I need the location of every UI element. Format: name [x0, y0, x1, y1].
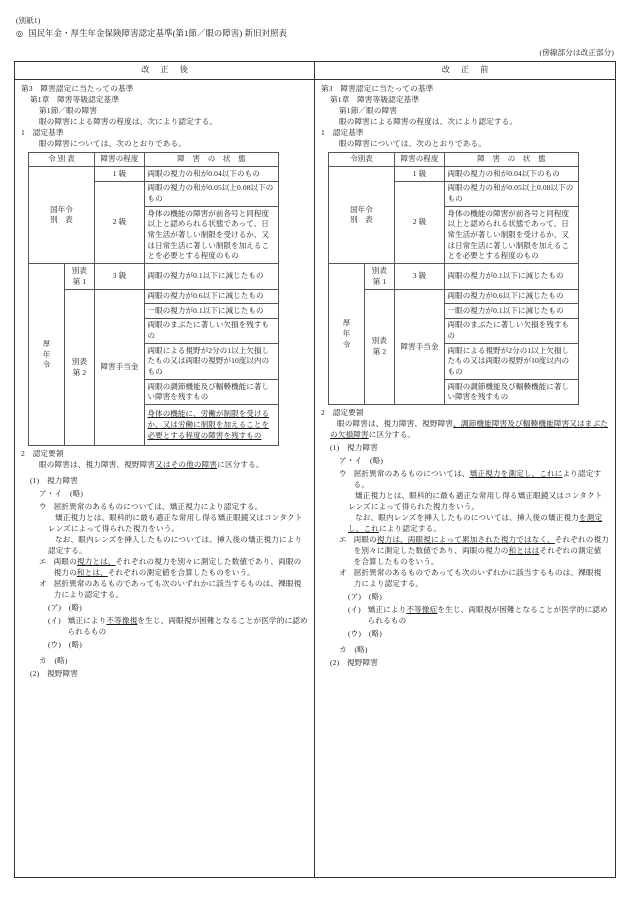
grade-row	[329, 289, 579, 304]
heading-2-shiya-after: (2) 視野障害	[30, 669, 79, 679]
grade-col-header-degree: 障害の程度	[95, 152, 145, 167]
grade-cell-degree: 障害手当金	[95, 289, 145, 446]
column-body-after	[15, 80, 314, 877]
heading-1-shiryoku-after: (1) 視力障害	[30, 476, 79, 486]
grade-cell-state: 両眼の視力が0.6以下に減じたもの	[445, 289, 579, 304]
grade-cell-degree: 障害手当金	[395, 289, 445, 405]
item-a-ryaku-before: (ア) (略)	[348, 592, 382, 602]
grading-table-before	[328, 152, 579, 406]
heading-2-after: 2 認定要領	[21, 449, 64, 459]
item-e-marker-before: エ	[339, 535, 347, 545]
item-u-para2-before: 矯正視力とは、眼科的に最も適正な常用し得る矯正眼鏡又はコンタクトレンズによって得られた視力をいう。	[348, 491, 603, 512]
grade-cell-degree: 2 級	[395, 181, 445, 263]
item-o-text-before: 屈折異常のあるものであっても次のいずれかに該当するものは、裸眼視力により認定する。	[353, 568, 602, 589]
grade-cell-degree: 1 級	[395, 167, 445, 182]
grade-cell-state: 両眼の視力が0.1以下に減じたもの	[145, 264, 279, 289]
grade-cell-state: 身体の機能の障害が前各号と同程度以上と認められる状態であって、日常生活が著しい制限を受けるか、又は日常生活に著しい制限を加えることを必要とする程度のもの	[145, 207, 279, 264]
item-ka-ryaku-after: カ (略)	[39, 656, 68, 666]
item-i-marker-before: (イ)	[348, 605, 361, 615]
amendment-note: (傍線部分は改正部分)	[539, 47, 614, 57]
grade-cell-state: 両眼の調節機能及び輻輳機能に著しい障害を残すもの	[445, 380, 579, 405]
grade-cell-state: 両眼による視野が2分の1以上欠損したもの又は両眼の視野が10度以内のもの	[145, 344, 279, 380]
grade-cell-state: 両眼の視力の和が0.04以下のもの	[145, 167, 279, 182]
grade-header-row	[329, 152, 579, 167]
grade-cell-bessho: 別表 第 1	[65, 264, 95, 289]
item-o-marker-before: オ	[339, 568, 347, 578]
grade-row	[29, 289, 279, 304]
item-i-before: (イ) 矯正により不等像症を生じ、両眼視が困難となることが医学的に認められるもの	[348, 605, 608, 626]
grade-cell-state: 身体の機能の障害が前各号と同程度以上と認められる状態であって、日常生活が著しい制限を受けるか、又は日常生活に著しい制限を加えることを必要とする程度のもの	[445, 207, 579, 264]
item-ai-before: ア・イ (略)	[339, 456, 384, 466]
column-header-after: 改正後	[15, 62, 314, 80]
item-o-marker-after: オ	[39, 579, 47, 589]
grade-cell-state: 両眼の視力が0.1以下に減じたもの	[445, 264, 579, 289]
heading-1-lead-before: 眼の障害については、次のとおりである。	[339, 138, 486, 148]
heading-chapter1-after: 第1章 障害等級認定基準	[30, 94, 120, 104]
grade-cell-bessho: 別表 第 2	[65, 289, 95, 446]
heading-section1-after: 第1節／眼の障害	[39, 105, 98, 115]
grade-cell-state: 一眼の視力が0.1以下に減じたもの	[445, 304, 579, 319]
heading-1-after: 1 認定基準	[21, 127, 64, 137]
item-o-before	[339, 567, 609, 589]
item-e-before: エ 両眼の視力は、両眼視によって累加された視力ではなく、それぞれの視力を別々に測定した数値であり、両眼の視力の和とははそれぞれの測定値を合算したものをいう。	[339, 535, 609, 567]
grade-cell-law: 国年令 別 表	[329, 167, 395, 264]
item-wu-ryaku-before: (ウ) (略)	[348, 629, 382, 639]
item-o-text-after: 屈折異常のあるものであっても次のいずれかに該当するものは、裸眼視力により認定する。	[53, 579, 302, 600]
grade-cell-state: 身体の機能に、労働が制限を受けるか、又は労働に制限を加えることを必要とする程度の障害を残すもの	[145, 405, 279, 446]
column-before	[315, 62, 615, 877]
comparison-table	[14, 61, 616, 878]
heading-1-shiryoku-before: (1) 視力障害	[330, 443, 379, 453]
column-body-before	[315, 80, 615, 877]
item-o-after	[39, 578, 308, 600]
grade-cell-state: 両眼の視力の和が0.04以下のもの	[445, 167, 579, 182]
item-u-para3-after: なお、眼内レンズを挿入したものについては、挿入後の矯正視力により認定する。	[48, 535, 303, 556]
document-title-row	[16, 28, 616, 40]
column-header-before: 改正前	[315, 62, 615, 80]
section1-lead-after: 眼の障害による障害の程度は、次により認定する。	[39, 116, 218, 126]
item-ka-ryaku-before: カ (略)	[339, 645, 368, 655]
grade-cell-state: 両眼のまぶたに著しい欠損を残すもの	[445, 318, 579, 343]
grade-cell-degree: 1 級	[95, 167, 145, 182]
section2-lead-before: 眼の障害は、視力障害、視野障害、調節機能障害及び輻輳機能障害又はまぶたの欠損障害に区分する。	[330, 419, 609, 440]
grade-row	[329, 264, 579, 289]
heading-section1-before: 第1節／眼の障害	[339, 105, 398, 115]
item-u-para3-before: なお、眼内レンズを挿入したものについては、挿入後の矯正視力を測定し、これにより認定する。	[348, 513, 603, 534]
item-a-ryaku-after: (ア) (略)	[48, 603, 82, 613]
item-i-marker-after: (イ)	[48, 616, 61, 626]
heading-1-before: 1 認定基準	[321, 127, 364, 137]
grade-cell-state: 両眼の調節機能及び輻輳機能に著しい障害を残すもの	[145, 380, 279, 405]
grade-cell-bessho: 別表 第 2	[365, 289, 395, 405]
item-u-marker-before: ウ	[339, 469, 347, 479]
grade-cell-degree: 2 級	[95, 181, 145, 263]
grade-col-header-law: 令別表	[329, 152, 395, 167]
item-i-after: (イ) 矯正により不等像視を生じ、両眼視が困難となることが医学的に認められるもの	[48, 616, 308, 637]
grade-cell-law: 厚 年 令	[329, 264, 365, 405]
item-u-marker-after: ウ	[39, 502, 47, 512]
grade-cell-degree: 3 級	[95, 264, 145, 289]
item-ai-after: ア・イ (略)	[39, 489, 84, 499]
document-reference-label: (別紙1)	[16, 16, 41, 25]
section2-lead-after: 眼の障害は、視力障害、視野障害又はその他の障害に区分する。	[39, 460, 264, 470]
heading-1-lead-after: 眼の障害については、次のとおりである。	[39, 138, 186, 148]
heading-dai3-before: 第3 障害認定に当たっての基準	[321, 83, 434, 93]
grade-cell-state: 両眼の視力が0.6以下に減じたもの	[145, 289, 279, 304]
item-u-para2-after: 矯正視力とは、眼科的に最も適正な常用し得る矯正眼鏡又はコンタクトレンズによって得られた視力をいう。	[48, 513, 303, 534]
item-u-after	[39, 501, 308, 512]
grade-cell-state: 両眼による視野が2分の1以上欠損したもの又は両眼の視野が10度以内のもの	[445, 344, 579, 380]
grade-col-header-degree: 障害の程度	[395, 152, 445, 167]
grade-cell-state: 両眼のまぶたに著しい欠損を残すもの	[145, 318, 279, 343]
item-e-marker-after: エ	[39, 557, 47, 567]
page-title: 国民年金・厚生年金保険障害認定基準(第1節／眼の障害) 新旧対照表	[28, 28, 288, 38]
grade-col-header-law: 令 別 表	[29, 152, 95, 167]
bullet-mark-icon: ◎	[16, 28, 24, 38]
grade-col-header-state: 障 害 の 状 態	[445, 152, 579, 167]
grade-row	[329, 167, 579, 182]
grade-cell-law: 国年令 別 表	[29, 167, 95, 264]
grade-col-header-state: 障 害 の 状 態	[145, 152, 279, 167]
item-wu-ryaku-after: (ウ) (略)	[48, 640, 82, 650]
grade-cell-state: 一眼の視力が0.1以下に減じたもの	[145, 304, 279, 319]
grade-cell-law: 厚 年 令	[29, 264, 65, 446]
grade-row	[29, 167, 279, 182]
grade-cell-bessho: 別表 第 1	[365, 264, 395, 289]
item-e-after: エ 両眼の視力とは、それぞれの視力を別々に測定した数値であり、両眼の視力の和とは、それぞれの測定値を合算したものをいう。	[39, 557, 302, 578]
item-u-text-after: 屈折異常のあるものについては、矯正視力により認定する。	[53, 502, 263, 512]
item-u-before: ウ 屈折異常のあるものについては、矯正視力を測定し、これにより認定する。	[339, 469, 602, 490]
grade-cell-state: 両眼の視力の和が0.05以上0.08以下のもの	[445, 181, 579, 206]
grading-table-after	[28, 152, 279, 447]
grade-cell-degree: 3 級	[395, 264, 445, 289]
heading-2-before: 2 認定要領	[321, 408, 364, 418]
grade-header-row	[29, 152, 279, 167]
heading-chapter1-before: 第1章 障害等級認定基準	[330, 94, 420, 104]
grade-row	[29, 264, 279, 289]
grade-cell-state: 両眼の視力の和が0.05以上0.08以下のもの	[145, 181, 279, 206]
section1-lead-before: 眼の障害による障害の程度は、次により認定する。	[339, 116, 518, 126]
heading-dai3-after: 第3 障害認定に当たっての基準	[21, 83, 134, 93]
column-after	[15, 62, 315, 877]
heading-2-shiya-before: (2) 視野障害	[330, 658, 379, 668]
